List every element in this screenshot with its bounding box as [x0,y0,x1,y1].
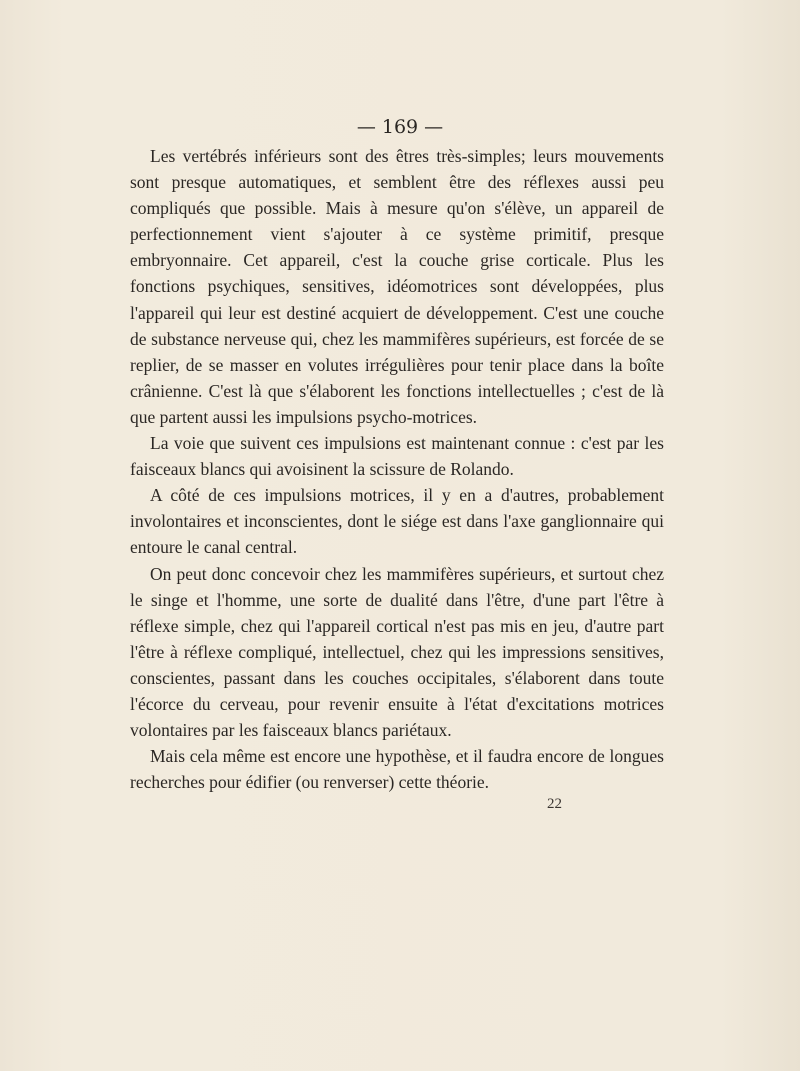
paragraph-1: Les vertébrés inférieurs sont des êtres très-simples; leurs mouvements sont presque automatiques, et semblent être des réflexes aussi peu compliqués que possible. Mais à mesure qu'on s'élève, un appareil de perfectionnement vient s'ajouter à ce système primitif, presque embryonnaire. Cet appareil, c'est la couche grise corticale. Plus les fonctions psychiques, sensitives, idéomotrices sont développées, plus l'appareil qui leur est destiné acquiert de développement. C'est une couche de substance nerveuse qui, chez les mammifères supérieurs, est forcée de se replier, de se masser en volutes irrégulières pour tenir place dans la boîte crânienne. C'est là que s'élaborent les fonctions intellectuelles ; c'est de là que partent aussi les impulsions psycho-motrices. [130,146,664,427]
page-number-header: — 169 — [356,116,444,138]
paragraph-3: A côté de ces impulsions motrices, il y en a d'autres, probablement involontaires et inconscientes, dont le siége est dans l'axe ganglionnaire qui entoure le canal central. [130,485,664,558]
signature-mark: 22 [547,796,562,812]
body-text [130,143,664,795]
paragraph-4: On peut donc concevoir chez les mammifères supérieurs, et surtout chez le singe et l'homme, une sorte de dualité dans l'être, d'une part l'être à réflexe simple, chez qui l'appareil cortical n'est pas mis en jeu, d'autre part l'être à réflexe compliqué, intellectuel, chez qui les impressions sensitives, conscientes, passant dans les couches occipitales, s'élaborent dans toute l'écorce du cerveau, pour revenir ensuite à l'état d'excitations motrices volontaires par les faisceaux blancs pariétaux. [130,563,664,741]
paragraph-2: La voie que suivent ces impulsions est maintenant connue : c'est par les faisceaux blancs qui avoisinent la scissure de Rolando. [130,433,664,480]
paragraph-5: Mais cela même est encore une hypothèse, et il faudra encore de longues recherches pour édifier (ou renverser) cette théorie. [130,746,664,793]
